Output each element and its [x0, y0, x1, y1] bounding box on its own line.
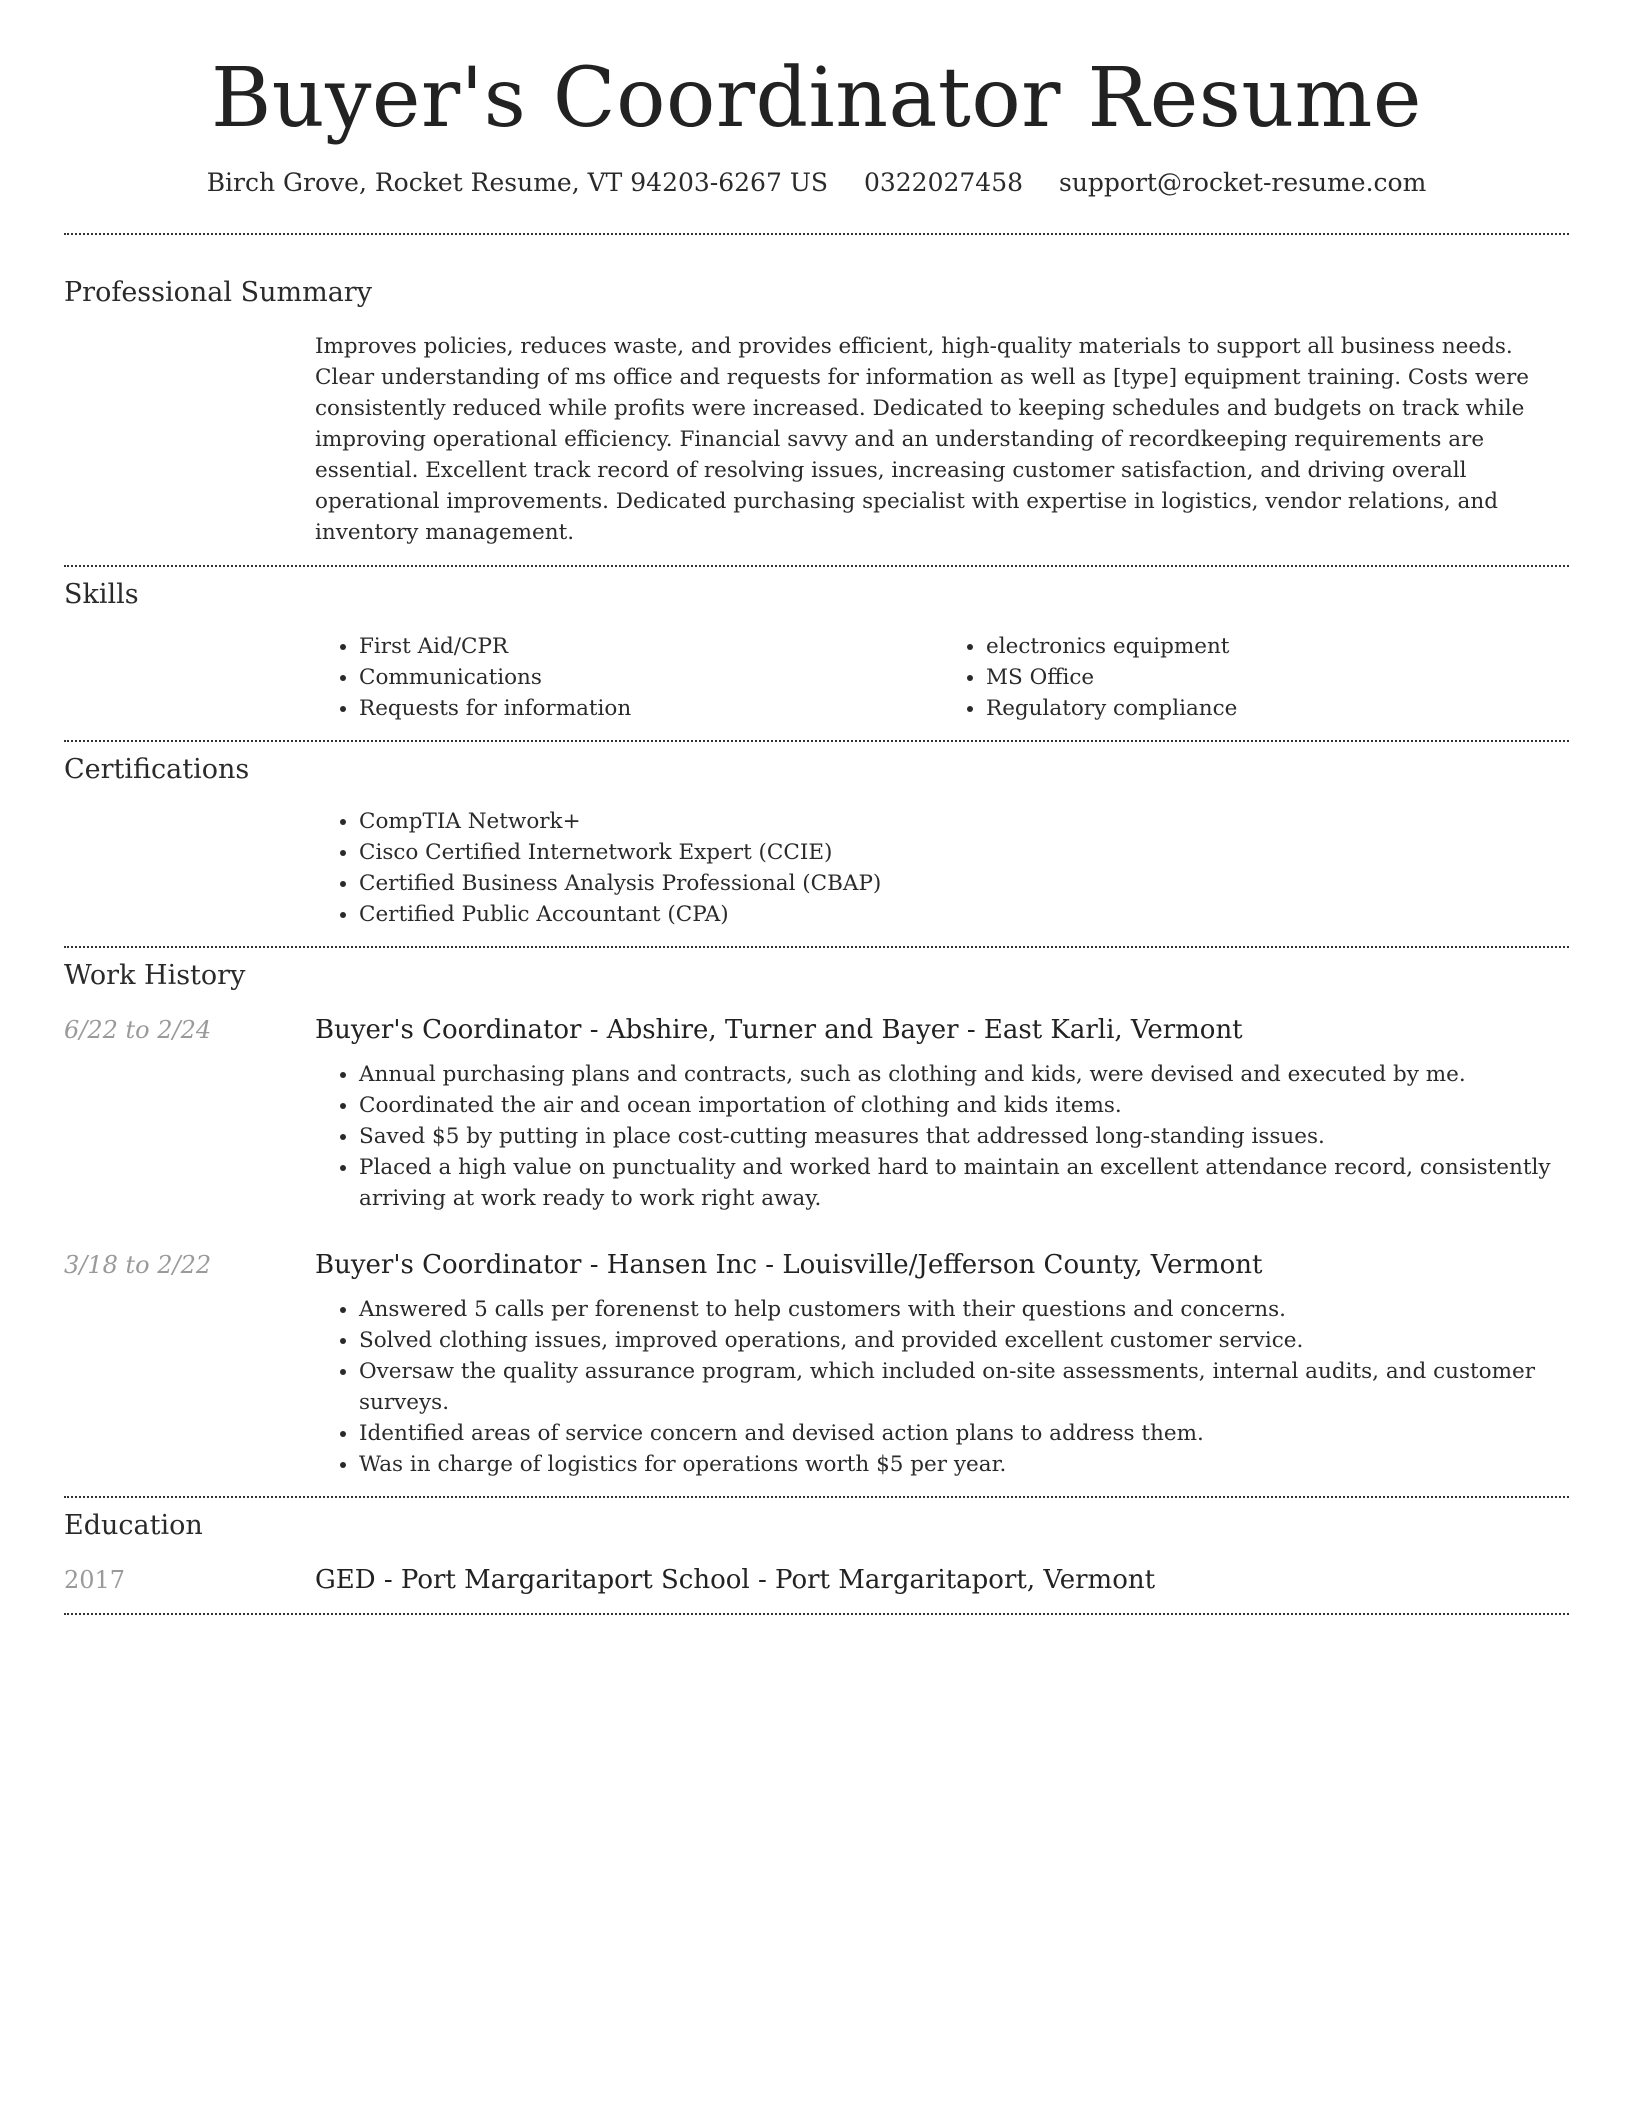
skills-heading: Skills — [64, 579, 139, 611]
job-entry — [64, 1250, 1569, 1280]
job-dates: 3/18 to 2/22 — [64, 1251, 212, 1280]
contact-line — [64, 168, 1569, 197]
list-item: • Certified Public Accountant (CPA) — [359, 899, 1569, 930]
list-item: • Oversaw the quality assurance program, which included on-site assessments, internal audits, and customer surveys. — [359, 1356, 1569, 1418]
list-item: • electronics equipment — [986, 631, 1569, 662]
certifications-section — [64, 754, 1569, 930]
list-item: • MS Office — [986, 662, 1569, 693]
skills-list-right — [942, 631, 1569, 724]
job-title: Buyer's Coordinator - Abshire, Turner and Bayer - East Karli, Vermont — [315, 1015, 1243, 1046]
job-dates: 6/22 to 2/24 — [64, 1016, 212, 1045]
work-section — [64, 960, 1569, 1480]
work-heading: Work History — [64, 960, 246, 992]
divider — [64, 233, 1569, 235]
list-item: • Certified Business Analysis Professional (CBAP) — [359, 868, 1569, 899]
list-item: • Saved $5 by putting in place cost-cutting measures that addressed long-standing issues. — [359, 1121, 1569, 1152]
resume-page — [64, 0, 1569, 1615]
education-title: GED - Port Margaritaport School - Port Margaritaport, Vermont — [315, 1565, 1156, 1596]
job-bullets — [315, 1294, 1569, 1480]
list-item: • Placed a high value on punctuality and worked hard to maintain an excellent attendance record, consistently arriving at work ready to work right away. — [359, 1152, 1569, 1214]
skills-list-left — [315, 631, 942, 724]
divider — [64, 740, 1569, 742]
list-item: • Communications — [359, 662, 942, 693]
list-item: • Requests for information — [359, 693, 942, 724]
list-item: • Answered 5 calls per forenenst to help customers with their questions and concerns. — [359, 1294, 1569, 1325]
list-item: • Annual purchasing plans and contracts, such as clothing and kids, were devised and executed by me. — [359, 1059, 1569, 1090]
summary-heading: Professional Summary — [64, 277, 372, 309]
skills-section — [64, 579, 1569, 724]
list-item: • Regulatory compliance — [986, 693, 1569, 724]
contact-email: support@rocket-resume.com — [1058, 168, 1427, 198]
list-item: • Solved clothing issues, improved operations, and provided excellent customer service. — [359, 1325, 1569, 1356]
list-item: • First Aid/CPR — [359, 631, 942, 662]
job-entry — [64, 1015, 1569, 1045]
contact-address: Birch Grove, Rocket Resume, VT 94203-6267 US — [206, 168, 829, 198]
education-entry — [64, 1565, 1569, 1595]
list-item: • Identified areas of service concern and devised action plans to address them. — [359, 1418, 1569, 1449]
education-date: 2017 — [64, 1566, 126, 1595]
divider — [64, 946, 1569, 948]
list-item: • Was in charge of logistics for operations worth $5 per year. — [359, 1449, 1569, 1480]
education-heading: Education — [64, 1510, 203, 1542]
job-bullets — [315, 1059, 1569, 1214]
divider — [64, 1613, 1569, 1615]
divider — [64, 1496, 1569, 1498]
divider — [64, 565, 1569, 567]
summary-section — [64, 277, 1569, 548]
education-section — [64, 1510, 1569, 1595]
list-item: • Coordinated the air and ocean importation of clothing and kids items. — [359, 1090, 1569, 1121]
summary-text: Improves policies, reduces waste, and provides efficient, high-quality materials to support all business needs. Clear understanding of ms office and requests for information as well as [type] equipment training. Costs were consistently reduced while profits were increased. Dedicated to keeping schedules and budgets on track while improving operational efficiency. Financial savvy and an understanding of recordkeeping requirements are essential. Excellent track record of resolving issues, increasing customer satisfaction, and driving overall operational improvements. Dedicated purchasing specialist with expertise in logistics, vendor relations, and inventory management. — [315, 334, 1529, 546]
list-item: • CompTIA Network+ — [359, 806, 1569, 837]
resume-title: Buyer's Coordinator Resume — [211, 51, 1422, 146]
list-item: • Cisco Certified Internetwork Expert (CCIE) — [359, 837, 1569, 868]
certifications-list — [315, 806, 1569, 930]
job-title: Buyer's Coordinator - Hansen Inc - Louisville/Jefferson County, Vermont — [315, 1250, 1263, 1281]
certifications-heading: Certifications — [64, 754, 250, 786]
contact-phone: 0322027458 — [863, 168, 1024, 198]
